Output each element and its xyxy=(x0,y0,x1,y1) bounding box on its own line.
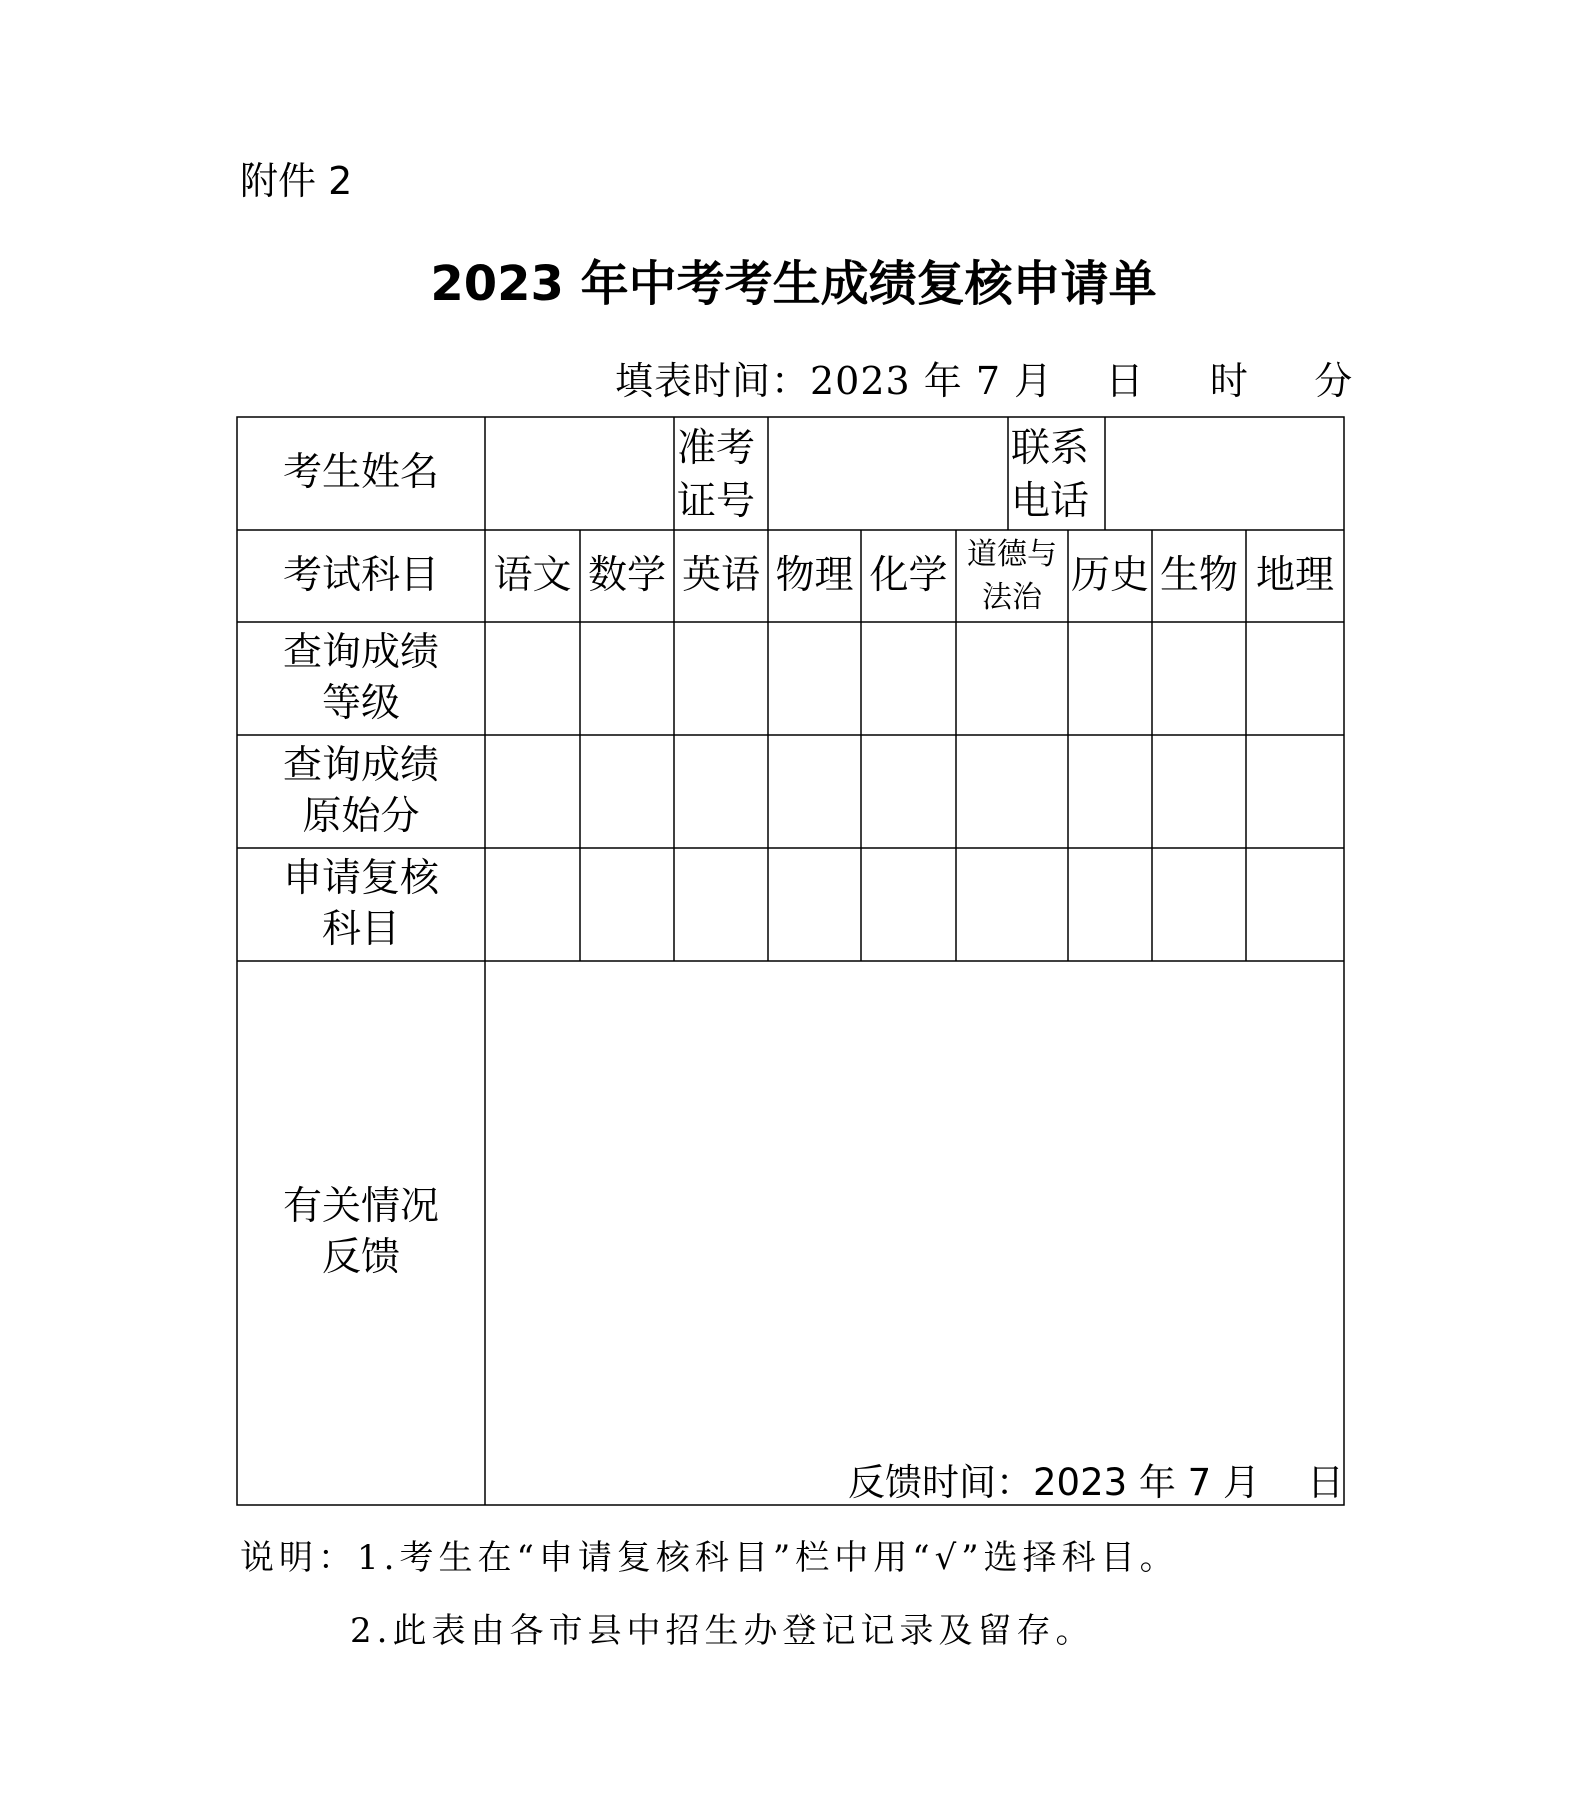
raw-score-label: 查询成绩 原始分 xyxy=(282,742,439,839)
subject-morality-law: 道德与 法治 xyxy=(967,536,1057,615)
subject-history: 历史 xyxy=(1070,552,1149,598)
subject-chinese: 语文 xyxy=(493,552,572,598)
subjects-label: 考试科目 xyxy=(282,552,439,598)
subject-geography: 地理 xyxy=(1255,552,1334,598)
attachment-label: 附件 2 xyxy=(240,159,353,203)
subject-chemistry: 化学 xyxy=(869,552,948,598)
review-subjects-label: 申请复核 科目 xyxy=(282,855,439,952)
phone-label: 联系 电话 xyxy=(1011,426,1090,524)
fill-time: 填表时间：2023 年 7 月 日 时 分 xyxy=(615,359,1354,403)
page-title: 2023 年中考考生成绩复核申请单 xyxy=(430,256,1157,312)
note-2: 2.此表由各市县中招生办登记记录及留存。 xyxy=(350,1611,1095,1651)
note-1: 说明：1.考生在“申请复核科目”栏中用“√”选择科目。 xyxy=(240,1538,1179,1578)
name-input-cell[interactable] xyxy=(485,417,674,530)
feedback-area[interactable] xyxy=(485,961,1344,1505)
admission-id-input-cell[interactable] xyxy=(768,417,1008,530)
name-label: 考生姓名 xyxy=(282,450,439,496)
subject-physics: 物理 xyxy=(775,552,854,598)
admission-id-label: 准考 证号 xyxy=(677,426,756,524)
subject-biology: 生物 xyxy=(1159,552,1238,598)
feedback-label: 有关情况 反馈 xyxy=(282,1184,439,1280)
subject-math: 数学 xyxy=(587,552,666,598)
phone-input-cell[interactable] xyxy=(1105,417,1344,530)
feedback-time: 反馈时间：2023 年 7 月 日 xyxy=(848,1461,1345,1504)
subject-english: 英语 xyxy=(681,552,760,598)
grade-label: 查询成绩 等级 xyxy=(282,629,439,726)
